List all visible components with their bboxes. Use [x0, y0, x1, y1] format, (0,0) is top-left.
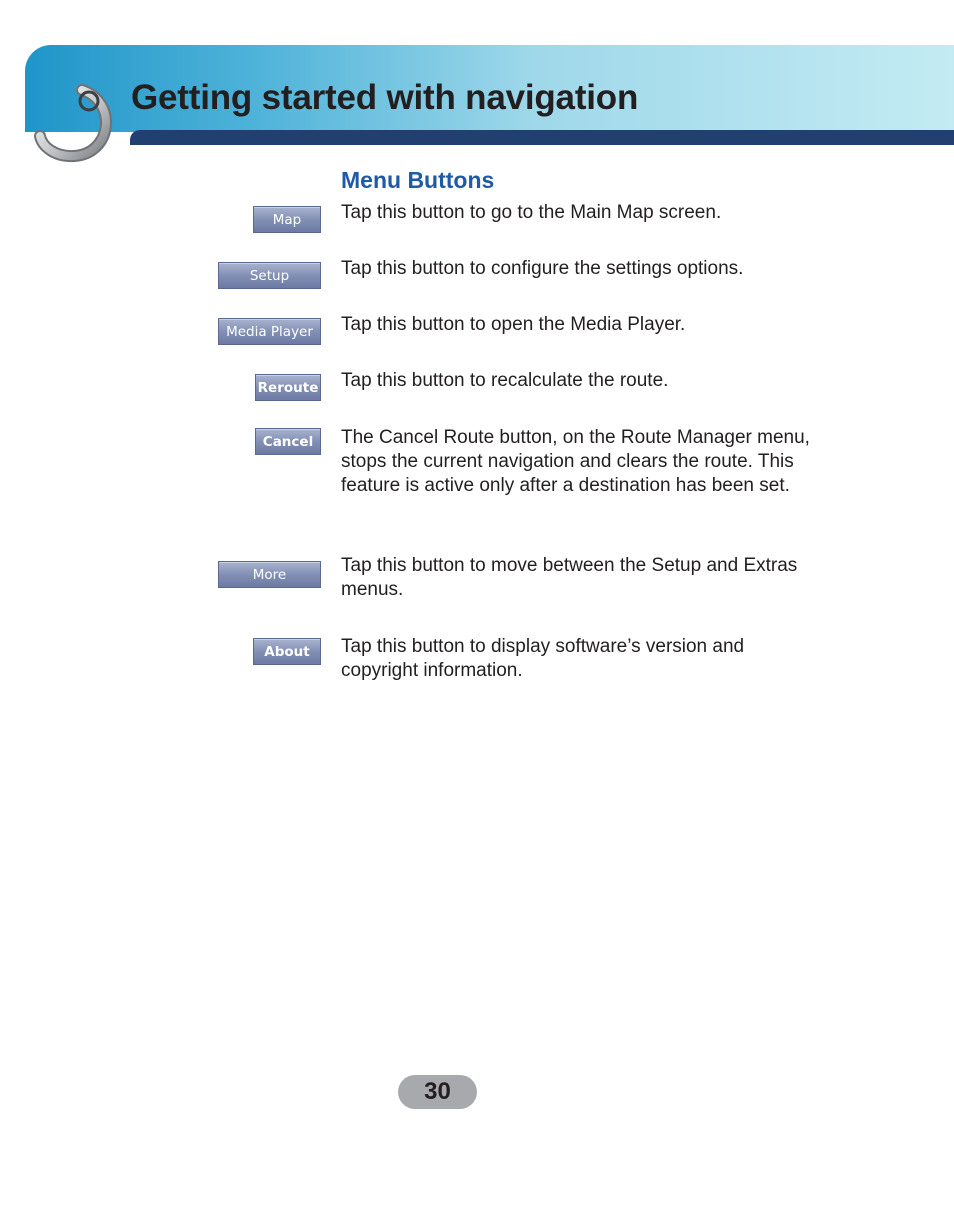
- reroute-button[interactable]: Reroute: [255, 374, 321, 401]
- map-button[interactable]: Map: [253, 206, 321, 233]
- media-player-description: Tap this button to open the Media Player.: [341, 314, 686, 335]
- cancel-button[interactable]: Cancel: [255, 428, 321, 455]
- setup-button[interactable]: Setup: [218, 262, 321, 289]
- page-title: Getting started with navigation: [131, 78, 639, 117]
- more-description: Tap this button to move between the Setup and Extras menus.: [341, 555, 798, 600]
- hook-ring-icon: [30, 80, 114, 164]
- reroute-description: Tap this button to recalculate the route.: [341, 370, 669, 391]
- page-number: 30: [398, 1075, 477, 1109]
- header-rule: [130, 130, 954, 145]
- cancel-description: The Cancel Route button, on the Route Manager menu, stops the current navigation and clears the route. This feature is active only after a destination has been set.: [341, 427, 810, 496]
- setup-description: Tap this button to configure the settings options.: [341, 258, 744, 279]
- more-button[interactable]: More: [218, 561, 321, 588]
- section-title: Menu Buttons: [341, 167, 495, 193]
- map-description: Tap this button to go to the Main Map screen.: [341, 202, 722, 223]
- about-button[interactable]: About: [253, 638, 321, 665]
- media-player-button[interactable]: Media Player: [218, 318, 321, 345]
- about-description: Tap this button to display software’s version and copyright information.: [341, 636, 745, 681]
